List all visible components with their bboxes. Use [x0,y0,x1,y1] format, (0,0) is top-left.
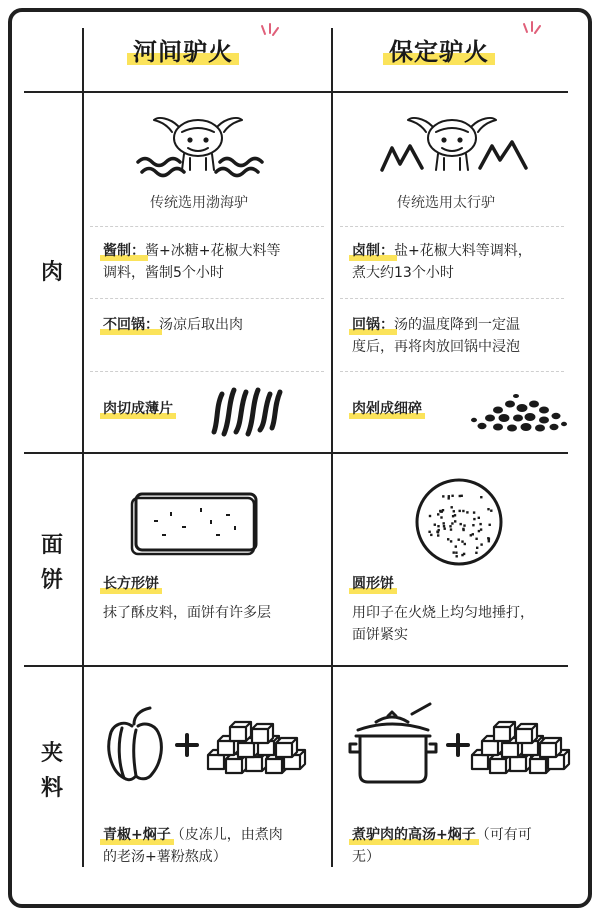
bread-speckle [453,510,455,512]
bread-speckle [443,522,445,524]
bread-speckle [440,516,442,518]
bread-speckle [475,552,477,554]
baoding-bread-text-2: 面饼紧实 [352,627,408,643]
horizontal-divider-meat [24,452,568,454]
bread-speckle [438,529,440,531]
rectangle-bread-icon [132,490,262,556]
jelly-cube [540,738,561,757]
bread-speckle [488,538,490,540]
baoding-cut-label: 肉剁成细碎 [352,398,422,420]
hejian-bread-label: 长方形饼 [103,573,159,595]
dashed-divider [90,371,324,372]
hejian-filling-text-2: 的老汤+薯粉熬成） [103,849,227,865]
bread-speckle [463,524,465,526]
bread-speckle [480,496,482,498]
dashed-divider [90,226,324,227]
horizontal-divider-bread [24,665,568,667]
baoding-bread-text-1: 用印子在火烧上均匀地捶打， [352,605,534,621]
pepper-icon [104,706,166,784]
baoding-pot-text-1: 汤的温度降到一定温 [394,317,520,333]
bread-speckle [478,530,480,532]
bread-speckle [452,515,454,517]
bread-speckle [451,506,453,508]
baoding-bread-label: 圆形饼 [352,573,394,595]
bread-speckle [439,510,441,512]
bread-speckle [453,551,455,553]
bread-speckle [459,510,461,512]
row-label-filling-2: 料 [40,776,63,801]
donkey-mountain-icon [380,108,530,178]
row-label-bread-1: 面 [40,533,63,558]
jelly-cube [276,738,297,757]
bread-speckle [473,511,475,513]
row-label-filling-1: 夹 [40,741,63,766]
baoding-bread-label-line [352,573,394,595]
column-title-hejian: 河间驴火 [133,32,233,67]
hejian-cut-line [103,398,173,420]
hejian-bread-text: 抹了酥皮料，面饼有许多层 [103,605,271,621]
bread-speckle [472,524,474,526]
pot-icon [346,706,440,786]
bread-speckle [455,545,457,547]
bread-speckle [437,513,439,515]
bread-speckle [479,523,481,525]
hejian-filling-label: 青椒+焖子 [103,824,171,846]
donkey-sea-icon [136,108,266,178]
hejian-bread-label-line [103,573,159,595]
bread-speckle [458,539,460,541]
hejian-marinate-text-1: 酱+冰糖+花椒大料等 [145,243,281,259]
baoding-filling-text-2: 无） [352,849,380,865]
bread-speckle [434,524,436,526]
baoding-pot-line-1 [352,314,520,336]
bread-speckle [480,543,482,545]
bread-speckle [442,495,444,497]
hejian-marinate-label: 酱制： [103,240,145,262]
bread-speckle [444,528,446,530]
bread-speckle [480,528,482,530]
bread-speckle [450,540,452,542]
baoding-filling-line-1 [352,824,532,846]
bread-speckle [454,520,456,522]
bread-speckle [473,518,475,520]
baoding-donkey-caption: 传统选用太行驴 [397,195,495,211]
bread-speckle [459,495,461,497]
sliced-meat-icon [208,382,284,438]
bread-speckle [451,522,453,524]
bread-speckle [448,497,450,499]
bread-speckle [448,495,450,497]
plus-icon [175,733,199,757]
baoding-pot-text-2: 度后，再将肉放回锅中浸泡 [352,339,520,355]
bread-speckle [475,538,477,540]
bread-speckle [464,543,466,545]
hejian-pot-line [103,314,243,336]
bread-speckle [437,531,439,533]
bread-speckle [428,531,430,533]
bread-speckle [462,510,464,512]
sparkle-icon [254,22,284,48]
bread-speckle [437,525,439,527]
bread-speckle [487,508,489,510]
jelly-cube [252,724,273,743]
bread-speckle [449,525,451,527]
bread-speckle [443,525,445,527]
hejian-marinate-text-2: 调料，酱制5个小时 [103,265,224,281]
baoding-marinate-text-1: 盐+花椒大料等调料， [394,243,532,259]
dashed-divider [340,371,564,372]
bread-speckle [437,534,439,536]
row-label-meat: 肉 [40,260,63,285]
hejian-pot-text: 汤凉后取出肉 [159,317,243,333]
bread-speckle [488,540,490,542]
round-bread-icon [413,476,505,568]
vertical-divider-left [82,28,84,867]
jelly-cube [230,722,251,741]
bread-speckle [450,528,452,530]
bread-speckle [476,547,478,549]
dashed-divider [340,298,564,299]
sparkle-icon [516,20,546,46]
hejian-marinate-line-1 [103,240,280,262]
hejian-filling-line-1 [103,824,283,846]
bread-speckle [430,534,432,536]
bread-speckle [470,534,472,536]
baoding-cut-line [352,398,422,420]
vertical-divider-center [331,28,333,867]
jelly-cube [494,722,515,741]
bread-speckle [463,553,465,555]
minced-meat-icon [468,390,568,436]
hejian-donkey-caption: 传统选用渤海驴 [150,195,248,211]
bread-speckle [490,510,492,512]
baoding-pot-label: 回锅： [352,314,394,336]
bread-speckle [455,552,457,554]
bread-speckle [466,511,468,513]
dashed-divider [90,298,324,299]
baoding-marinate-label: 卤制： [352,240,394,262]
row-label-bread-2: 饼 [40,568,63,593]
hejian-filling-text-1: （皮冻儿，由煮肉 [170,827,283,843]
bread-speckle [462,528,464,530]
bread-speckle [451,495,453,497]
horizontal-divider-header [24,91,568,93]
bread-speckle [447,538,449,540]
bread-speckle [489,524,491,526]
jelly-cubes-icon [466,716,568,780]
baoding-filling-label: 煮驴肉的高汤+焖子 [352,824,476,846]
bread-speckle [461,540,463,542]
jelly-cubes-icon [202,716,304,780]
bread-speckle [429,515,431,517]
baoding-marinate-text-2: 煮大约13个小时 [352,265,454,281]
bread-speckle [460,523,462,525]
baoding-filling-text-1: （可有可 [475,827,532,843]
bread-speckle [478,517,480,519]
jelly-cube [516,724,537,743]
hejian-cut-label: 肉切成薄片 [103,398,173,420]
dashed-divider [340,226,564,227]
bread-speckle [442,509,444,511]
hejian-pot-label: 不回锅： [103,314,159,336]
bread-speckle [456,555,458,557]
column-title-baoding: 保定驴火 [389,32,489,67]
baoding-marinate-line-1 [352,240,532,262]
